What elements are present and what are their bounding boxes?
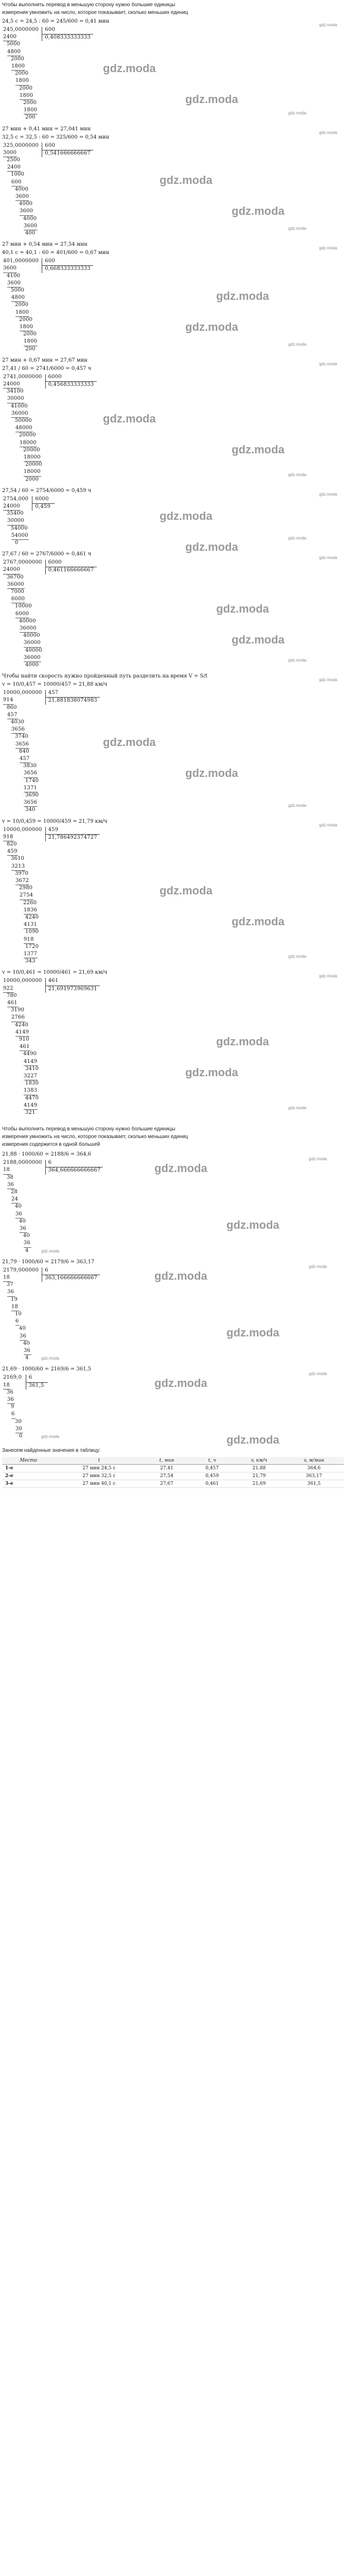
table-cell: 27,67 bbox=[143, 1480, 190, 1488]
calc-step-4-5: 0 bbox=[15, 540, 19, 546]
conv-step-1-0: 18 bbox=[3, 1275, 10, 1280]
calc-dividend-1: 325,0000000 bbox=[3, 142, 39, 148]
calc-step-2-2: 3600 bbox=[7, 280, 21, 286]
calc-step-7-13: 1090 bbox=[25, 929, 39, 935]
table-cell: 27 мин 40,1 с bbox=[55, 1480, 144, 1488]
calc-divisor-5: 6000 bbox=[48, 560, 62, 566]
conv-quotient-1: 363,166666666667 bbox=[45, 1275, 98, 1281]
watermark-logo: gdz.moda bbox=[216, 1035, 269, 1048]
calc-step-1-1: 2500 bbox=[7, 157, 21, 163]
calc-step-0-8: 1800 bbox=[20, 92, 33, 98]
calc-dividend-3: 2741,0000000 bbox=[3, 374, 42, 380]
conv-step-1-1: 37 bbox=[7, 1282, 14, 1288]
watermark-small: gdz.moda bbox=[319, 23, 338, 27]
calc-equation-3: 27 мин + 0,67 мин = 27,67 мин bbox=[2, 357, 87, 363]
calc-divisor-3: 6000 bbox=[48, 374, 62, 380]
calc-step-7-17: 343 bbox=[25, 958, 36, 964]
watermark-small: gdz.moda bbox=[288, 536, 307, 540]
calc-step-5-13: 4000 bbox=[25, 662, 39, 668]
watermark-small: gdz.moda bbox=[288, 658, 307, 663]
table-row bbox=[2, 1480, 344, 1488]
calc-step-7-2: 459 bbox=[7, 849, 18, 855]
calc-equation-5: 27,67 / 60 = 2767/6000 = 0,461 ч bbox=[2, 551, 92, 557]
calc-equation-1: 27 мин + 0,41 мин = 27,041 мин bbox=[2, 126, 91, 132]
calc-equation2-2: 40,1 с = 40,1 : 60 = 401/600 = 0,67 мин bbox=[2, 250, 110, 256]
calc-step-6-7: 840 bbox=[19, 748, 29, 754]
calc-step-5-0: 24000 bbox=[3, 567, 20, 573]
calc-step-0-7: 2000 bbox=[19, 85, 33, 91]
calc-divisor-6: 457 bbox=[48, 690, 59, 696]
calc-step-4-1: 35400 bbox=[7, 511, 24, 517]
watermark-small: gdz.moda bbox=[288, 111, 307, 115]
conv-step-0-4: 24 bbox=[11, 1196, 19, 1202]
calc-step-0-2: 4800 bbox=[7, 48, 21, 55]
calc-step-5-2: 36000 bbox=[7, 581, 24, 587]
calc-step-7-9: 2260 bbox=[23, 900, 37, 906]
conv-equation-0: 21,88 · 1000/60 = 2188/6 = 364,6 bbox=[2, 1151, 91, 1158]
calc-step-3-2: 30000 bbox=[7, 396, 24, 402]
table-header-row bbox=[2, 1457, 344, 1465]
conv-divisor-2: 6 bbox=[28, 1375, 32, 1381]
calc-step-7-16: 1377 bbox=[24, 951, 38, 957]
watermark-small: gdz.moda bbox=[288, 472, 307, 477]
calc-divisor-7: 459 bbox=[48, 826, 59, 833]
calc-step-6-5: 3740 bbox=[15, 734, 29, 740]
calc-dividend-8: 10000,000000 bbox=[3, 978, 42, 984]
conv-step-1-6: 6 bbox=[15, 1318, 19, 1325]
calc-step-6-9: 3830 bbox=[23, 763, 37, 769]
calc-step-0-6: 1800 bbox=[15, 78, 29, 84]
calc-step-1-9: 4000 bbox=[23, 215, 37, 222]
calc-step-2-5: 2000 bbox=[15, 302, 29, 308]
calc-equation-0: 24,5 с = 24,5 : 60 = 245/600 = 0,41 мин bbox=[2, 19, 110, 24]
conv-step-1-2: 36 bbox=[7, 1289, 14, 1295]
watermark-small: gdz.moda bbox=[319, 974, 338, 978]
calc-quotient-1: 0,541666666667 bbox=[45, 150, 91, 156]
calc-step-8-13: 1830 bbox=[25, 1080, 39, 1087]
conv-dividend-0: 2188,0000000 bbox=[3, 1160, 42, 1166]
calc-step-7-1: 820 bbox=[7, 841, 17, 847]
conv-step-2-0: 18 bbox=[3, 1382, 10, 1388]
calc-step-6-3: 4030 bbox=[11, 719, 25, 725]
calc-divisor-2: 600 bbox=[45, 258, 55, 264]
calc-step-6-8: 457 bbox=[20, 756, 30, 761]
table-cell: 0,457 bbox=[190, 1465, 234, 1472]
calc-step-6-15: 340 bbox=[25, 807, 36, 813]
calc-dividend-6: 10000,000000 bbox=[3, 690, 42, 696]
table-header-cell: v, км/ч bbox=[234, 1457, 284, 1465]
table-header-cell: t, ч bbox=[190, 1457, 234, 1465]
conv-step-2-4: 6 bbox=[11, 1411, 15, 1417]
intro2-line-2: измерения умножить на число, которое показывает, сколько меньших единиц bbox=[2, 1134, 188, 1140]
conv-step-1-7: 40 bbox=[19, 1326, 26, 1332]
calc-step-8-6: 4149 bbox=[15, 1029, 29, 1035]
calc-step-0-3: 2000 bbox=[11, 56, 25, 62]
conv-divisor-1: 6 bbox=[45, 1267, 48, 1273]
calc-step-6-12: 1371 bbox=[24, 785, 38, 791]
calc-step-8-2: 461 bbox=[7, 1000, 18, 1006]
calc-step-3-8: 18000 bbox=[20, 439, 37, 446]
table-cell: 21,79 bbox=[234, 1472, 284, 1480]
watermark-small: gdz.moda bbox=[288, 803, 307, 808]
watermark-logo: gdz.moda bbox=[232, 633, 285, 646]
calc-step-6-1: 860 bbox=[7, 704, 17, 710]
watermark-logo: gdz.moda bbox=[216, 602, 269, 615]
calc-step-7-12: 4131 bbox=[24, 922, 38, 928]
table-cell: 21,69 bbox=[234, 1480, 284, 1488]
conv-step-0-0: 18 bbox=[3, 1167, 10, 1173]
watermark-logo: gdz.moda bbox=[154, 1269, 207, 1282]
calc-quotient-2: 0,668333333333 bbox=[45, 266, 91, 272]
watermark-small: gdz.moda bbox=[288, 226, 307, 231]
calc-step-3-11: 20000 bbox=[25, 462, 42, 468]
calc-quotient-7: 21,786492374727 bbox=[48, 834, 97, 840]
watermark-logo: gdz.moda bbox=[185, 767, 238, 779]
conv-step-1-11: 4 bbox=[25, 1355, 29, 1361]
conv-step-0-8: 36 bbox=[20, 1226, 27, 1231]
watermark-logo: gdz.moda bbox=[103, 62, 156, 75]
table-cell: 27,54 bbox=[143, 1472, 190, 1480]
table-caption: Занесем найденные значения в таблицу: bbox=[2, 1448, 101, 1454]
watermark-logo: gdz.moda bbox=[226, 1218, 279, 1231]
calc-step-1-7: 4000 bbox=[19, 201, 33, 207]
calc-step-0-10: 1800 bbox=[24, 107, 38, 113]
calc-step-3-6: 48000 bbox=[15, 425, 32, 431]
calc-step-7-8: 2754 bbox=[20, 892, 33, 899]
watermark-logo: gdz.moda bbox=[160, 174, 213, 187]
watermark-small: gdz.moda bbox=[319, 555, 338, 560]
calc-divisor-0: 600 bbox=[45, 27, 55, 32]
conv-step-0-5: 40 bbox=[15, 1204, 22, 1210]
calc-step-6-6: 3656 bbox=[15, 741, 29, 747]
watermark-small: gdz.moda bbox=[309, 1371, 327, 1376]
calc-step-2-9: 2000 bbox=[23, 331, 37, 337]
calc-step-0-11: 200 bbox=[25, 114, 36, 121]
table-row bbox=[2, 1465, 344, 1472]
calc-step-2-1: 4100 bbox=[7, 273, 21, 279]
watermark-small: gdz.moda bbox=[309, 1157, 327, 1161]
calc-step-7-3: 3610 bbox=[11, 856, 25, 862]
calc-step-4-2: 30000 bbox=[7, 518, 24, 524]
watermark-small: gdz.moda bbox=[309, 1264, 327, 1269]
table-cell: 0,461 bbox=[190, 1480, 234, 1488]
conv-step-0-1: 38 bbox=[7, 1174, 14, 1180]
calc-step-3-7: 20000 bbox=[19, 432, 36, 438]
calc-step-2-4: 4800 bbox=[11, 295, 25, 301]
table-cell: 2-е bbox=[2, 1472, 55, 1480]
calc-quotient-0: 0,408333333333 bbox=[45, 35, 91, 41]
calc-step-8-11: 3410 bbox=[25, 1065, 39, 1072]
conv-quotient-2: 361,5 bbox=[28, 1382, 44, 1388]
calc-equation-4: 27,54 / 60 = 2754/6000 = 0,459 ч bbox=[2, 487, 92, 494]
table-cell: 1-е bbox=[2, 1465, 55, 1472]
calc-equation-6: Чтобы найти скорость нужно пройденный путь разделить на время V = S/t bbox=[2, 673, 207, 680]
intro2-line-1: Чтобы выполнить перевод в меньшую сторону нужно большие единицы bbox=[2, 1126, 176, 1132]
watermark-small: gdz.moda bbox=[319, 362, 338, 366]
conv-step-0-2: 36 bbox=[7, 1181, 14, 1188]
calc-step-0-9: 2000 bbox=[23, 100, 37, 106]
watermark-small: gdz.moda bbox=[41, 1434, 60, 1439]
calc-step-1-11: 400 bbox=[25, 230, 36, 236]
calc-equation-2: 27 мин + 0,54 мин = 27,54 мин bbox=[2, 242, 87, 248]
calc-step-5-3: 7000 bbox=[11, 589, 25, 595]
calc-step-3-1: 34100 bbox=[7, 388, 24, 395]
calc-step-3-0: 24000 bbox=[3, 381, 20, 387]
table-cell: 27 мин 24,5 с bbox=[55, 1465, 144, 1472]
calc-step-8-9: 4490 bbox=[23, 1051, 37, 1057]
calc-dividend-2: 401,0000000 bbox=[3, 258, 39, 264]
conv-step-2-6: 30 bbox=[15, 1426, 23, 1432]
calc-step-1-6: 3600 bbox=[15, 194, 29, 199]
calc-step-5-1: 36700 bbox=[7, 574, 24, 580]
watermark-small: gdz.moda bbox=[319, 492, 338, 497]
calc-quotient-8: 21,691973969631 bbox=[48, 986, 97, 992]
calc-step-7-10: 1836 bbox=[24, 907, 38, 913]
calc-step-8-14: 1383 bbox=[24, 1088, 38, 1094]
table-cell: 3-е bbox=[2, 1480, 55, 1488]
intro2-line-3: измерения содержится в одной большей bbox=[2, 1142, 100, 1148]
calc-quotient-6: 21,881838074983 bbox=[48, 698, 97, 704]
table-header-cell: Место bbox=[2, 1457, 55, 1465]
table-cell: 0,459 bbox=[190, 1472, 234, 1480]
calc-step-8-17: 321 bbox=[25, 1110, 36, 1115]
calc-step-7-14: 918 bbox=[24, 936, 34, 942]
watermark-logo: gdz.moda bbox=[185, 1066, 238, 1079]
watermark-logo: gdz.moda bbox=[103, 736, 156, 749]
calc-step-1-4: 600 bbox=[11, 179, 22, 185]
conv-step-0-10: 36 bbox=[24, 1240, 31, 1246]
calc-step-6-11: 1740 bbox=[25, 777, 39, 784]
calc-step-8-15: 4470 bbox=[25, 1095, 39, 1101]
conv-step-2-1: 36 bbox=[7, 1389, 14, 1395]
intro-line-1: Чтобы выполнить перевод в меньшую сторону нужно большие единицы bbox=[2, 2, 176, 8]
calc-step-0-0: 2400 bbox=[3, 34, 17, 40]
watermark-logo: gdz.moda bbox=[103, 412, 156, 425]
calc-step-2-0: 3600 bbox=[3, 265, 17, 272]
table-row bbox=[2, 1472, 344, 1480]
calc-step-8-1: 780 bbox=[7, 992, 17, 998]
watermark-logo: gdz.moda bbox=[160, 510, 213, 522]
watermark-small: gdz.moda bbox=[288, 1106, 307, 1110]
calc-step-2-10: 1800 bbox=[24, 338, 38, 345]
calc-step-5-6: 6000 bbox=[15, 611, 29, 617]
calc-step-0-4: 1800 bbox=[11, 63, 25, 69]
calc-divisor-1: 600 bbox=[45, 142, 55, 148]
calc-step-6-10: 3656 bbox=[24, 770, 38, 776]
calc-step-0-5: 2000 bbox=[15, 71, 29, 77]
calc-step-7-7: 2980 bbox=[19, 885, 33, 891]
conv-step-0-3: 28 bbox=[11, 1189, 18, 1195]
conv-step-0-6: 36 bbox=[15, 1211, 23, 1217]
conv-step-1-10: 36 bbox=[24, 1348, 31, 1353]
conv-dividend-1: 2179,000000 bbox=[3, 1267, 39, 1273]
calc-step-5-4: 6000 bbox=[11, 596, 25, 602]
conv-step-2-7: 0 bbox=[19, 1433, 23, 1439]
calc-step-3-3: 41000 bbox=[11, 403, 28, 409]
watermark-logo: gdz.moda bbox=[185, 93, 238, 106]
conv-step-0-11: 4 bbox=[25, 1247, 29, 1253]
table-cell: 21,88 bbox=[234, 1465, 284, 1472]
calc-step-3-9: 20000 bbox=[23, 447, 40, 453]
calc-divisor-4: 6000 bbox=[35, 496, 49, 502]
conv-equation-2: 21,69 · 1000/60 = 2169/6 = 361,5 bbox=[2, 1366, 91, 1372]
calc-dividend-5: 2767,0000000 bbox=[3, 560, 42, 566]
watermark-small: gdz.moda bbox=[319, 823, 338, 827]
calc-step-8-0: 922 bbox=[3, 985, 13, 991]
calc-step-4-4: 54000 bbox=[11, 532, 28, 538]
calc-step-7-5: 3970 bbox=[15, 870, 29, 876]
watermark-small: gdz.moda bbox=[319, 130, 338, 135]
calc-quotient-5: 0,461166666667 bbox=[48, 567, 94, 573]
calc-step-2-8: 1800 bbox=[20, 324, 33, 330]
watermark-logo: gdz.moda bbox=[185, 320, 238, 333]
conv-step-0-9: 40 bbox=[23, 1233, 30, 1239]
calc-step-7-6: 3672 bbox=[15, 878, 29, 884]
calc-step-3-12: 18000 bbox=[24, 469, 41, 475]
calc-step-6-4: 3656 bbox=[11, 726, 25, 733]
intro-line-2: измерения умножить на число, которое показывает, сколько меньших единиц bbox=[2, 10, 188, 15]
conv-step-1-9: 40 bbox=[23, 1340, 30, 1346]
watermark-logo: gdz.moda bbox=[154, 1162, 207, 1175]
watermark-logo: gdz.moda bbox=[226, 1326, 279, 1339]
calc-step-8-12: 3227 bbox=[24, 1073, 38, 1079]
calc-step-7-15: 1720 bbox=[25, 943, 39, 950]
conv-quotient-0: 364,666666666667 bbox=[48, 1167, 101, 1174]
calc-step-1-8: 3600 bbox=[20, 208, 33, 214]
calc-dividend-0: 245,0000000 bbox=[3, 27, 39, 32]
calc-step-2-3: 5000 bbox=[11, 287, 25, 293]
watermark-logo: gdz.moda bbox=[185, 540, 238, 553]
table-cell: 27,41 bbox=[143, 1465, 190, 1472]
conv-step-1-8: 36 bbox=[20, 1333, 27, 1339]
table-header-cell: t bbox=[55, 1457, 144, 1465]
calc-step-8-8: 461 bbox=[20, 1044, 30, 1050]
calc-quotient-4: 0,459 bbox=[35, 504, 51, 510]
watermark-logo: gdz.moda bbox=[160, 884, 213, 897]
calc-step-8-16: 4149 bbox=[24, 1102, 38, 1108]
calc-step-2-7: 2000 bbox=[19, 316, 33, 323]
calc-step-5-7: 40000 bbox=[19, 618, 36, 624]
calc-dividend-4: 2754,000 bbox=[3, 496, 29, 502]
watermark-logo: gdz.moda bbox=[232, 205, 285, 217]
calc-step-5-8: 36000 bbox=[20, 625, 37, 631]
conv-step-1-3: 19 bbox=[11, 1296, 18, 1302]
table-cell: 364,6 bbox=[284, 1465, 344, 1472]
calc-step-5-10: 36000 bbox=[24, 640, 41, 646]
calc-step-1-0: 3000 bbox=[3, 149, 17, 156]
calc-step-6-14: 3656 bbox=[24, 800, 38, 806]
table-cell: 361,5 bbox=[284, 1480, 344, 1488]
conv-divisor-0: 6 bbox=[48, 1160, 52, 1166]
calc-equation2-3: 27,41 / 60 = 2741/6000 = 0,457 ч bbox=[2, 365, 92, 371]
calc-step-0-1: 5000 bbox=[7, 41, 21, 47]
results-table bbox=[2, 1457, 344, 1488]
calc-step-8-4: 2766 bbox=[11, 1014, 25, 1021]
calc-equation-7: v = 10/0,459 = 10000/459 = 21,79 км/ч bbox=[2, 818, 108, 824]
table-header-cell: v, м/мин bbox=[284, 1457, 344, 1465]
watermark-logo: gdz.moda bbox=[226, 1433, 279, 1446]
conv-equation-1: 21,79 · 1000/60 = 2179/6 = 363,17 bbox=[2, 1259, 95, 1265]
calc-equation2-1: 32,5 с = 32,5 : 60 = 325/600 = 0,54 мин bbox=[2, 134, 110, 140]
calc-dividend-7: 10000,000000 bbox=[3, 826, 42, 833]
watermark-small: gdz.moda bbox=[319, 677, 338, 682]
calc-step-6-2: 457 bbox=[7, 711, 18, 718]
calc-divisor-8: 461 bbox=[48, 978, 59, 984]
calc-step-1-10: 3600 bbox=[24, 223, 38, 229]
calc-step-2-6: 1800 bbox=[15, 309, 29, 315]
calc-step-7-4: 3213 bbox=[11, 863, 25, 869]
table-cell: 27 мин 32,5 с bbox=[55, 1472, 144, 1480]
watermark-logo: gdz.moda bbox=[232, 915, 285, 928]
calc-step-5-5: 10000 bbox=[15, 603, 32, 609]
calc-step-3-5: 50000 bbox=[15, 418, 32, 423]
watermark-logo: gdz.moda bbox=[154, 1377, 207, 1389]
watermark-small: gdz.moda bbox=[288, 954, 307, 959]
table-header-cell: t, мин bbox=[143, 1457, 190, 1465]
calc-step-1-3: 1000 bbox=[11, 172, 25, 178]
calc-step-8-7: 910 bbox=[19, 1037, 29, 1042]
watermark-small: gdz.moda bbox=[288, 342, 307, 347]
watermark-logo: gdz.moda bbox=[232, 443, 285, 456]
calc-step-5-11: 40000 bbox=[25, 647, 42, 653]
watermark-small: gdz.moda bbox=[319, 246, 338, 250]
calc-step-2-11: 200 bbox=[25, 346, 36, 352]
conv-step-2-2: 36 bbox=[7, 1397, 14, 1402]
calc-step-5-9: 40000 bbox=[23, 633, 40, 639]
calc-step-5-12: 36000 bbox=[24, 654, 41, 660]
calc-step-3-13: 2000 bbox=[25, 476, 39, 482]
calc-step-7-0: 918 bbox=[3, 834, 13, 840]
conv-dividend-2: 2169,0 bbox=[3, 1375, 22, 1381]
calc-step-6-13: 3690 bbox=[25, 792, 39, 798]
calc-step-7-11: 4240 bbox=[25, 914, 39, 920]
calc-equation2-6: v = 10/0,457 = 10000/457 = 21,88 км/ч bbox=[2, 682, 108, 688]
calc-step-4-3: 54000 bbox=[11, 525, 28, 531]
table-cell: 363,17 bbox=[284, 1472, 344, 1480]
calc-step-3-4: 36000 bbox=[11, 410, 28, 416]
watermark-small: gdz.moda bbox=[41, 1356, 60, 1361]
calc-step-8-5: 4240 bbox=[15, 1022, 29, 1028]
calc-step-rule-4-4 bbox=[11, 539, 29, 540]
calc-step-6-0: 914 bbox=[3, 697, 13, 703]
calc-step-8-3: 3190 bbox=[11, 1007, 25, 1013]
watermark-small: gdz.moda bbox=[41, 1249, 60, 1253]
calc-step-1-2: 2400 bbox=[7, 164, 21, 171]
watermark-logo: gdz.moda bbox=[216, 290, 269, 302]
calc-equation-8: v = 10/0,461 = 10000/461 = 21,69 км/ч bbox=[2, 970, 108, 976]
conv-step-1-5: 10 bbox=[15, 1311, 22, 1317]
calc-step-3-10: 18000 bbox=[24, 454, 41, 460]
conv-step-2-5: 30 bbox=[15, 1418, 22, 1425]
calc-step-1-5: 4000 bbox=[15, 186, 29, 192]
calc-step-8-10: 4149 bbox=[24, 1058, 38, 1064]
conv-step-2-3: 9 bbox=[11, 1404, 14, 1410]
conv-step-0-7: 40 bbox=[19, 1218, 26, 1224]
calc-step-4-0: 24000 bbox=[3, 503, 20, 509]
calc-quotient-3: 0,456833333333 bbox=[48, 382, 94, 387]
conv-step-1-4: 18 bbox=[11, 1303, 19, 1310]
